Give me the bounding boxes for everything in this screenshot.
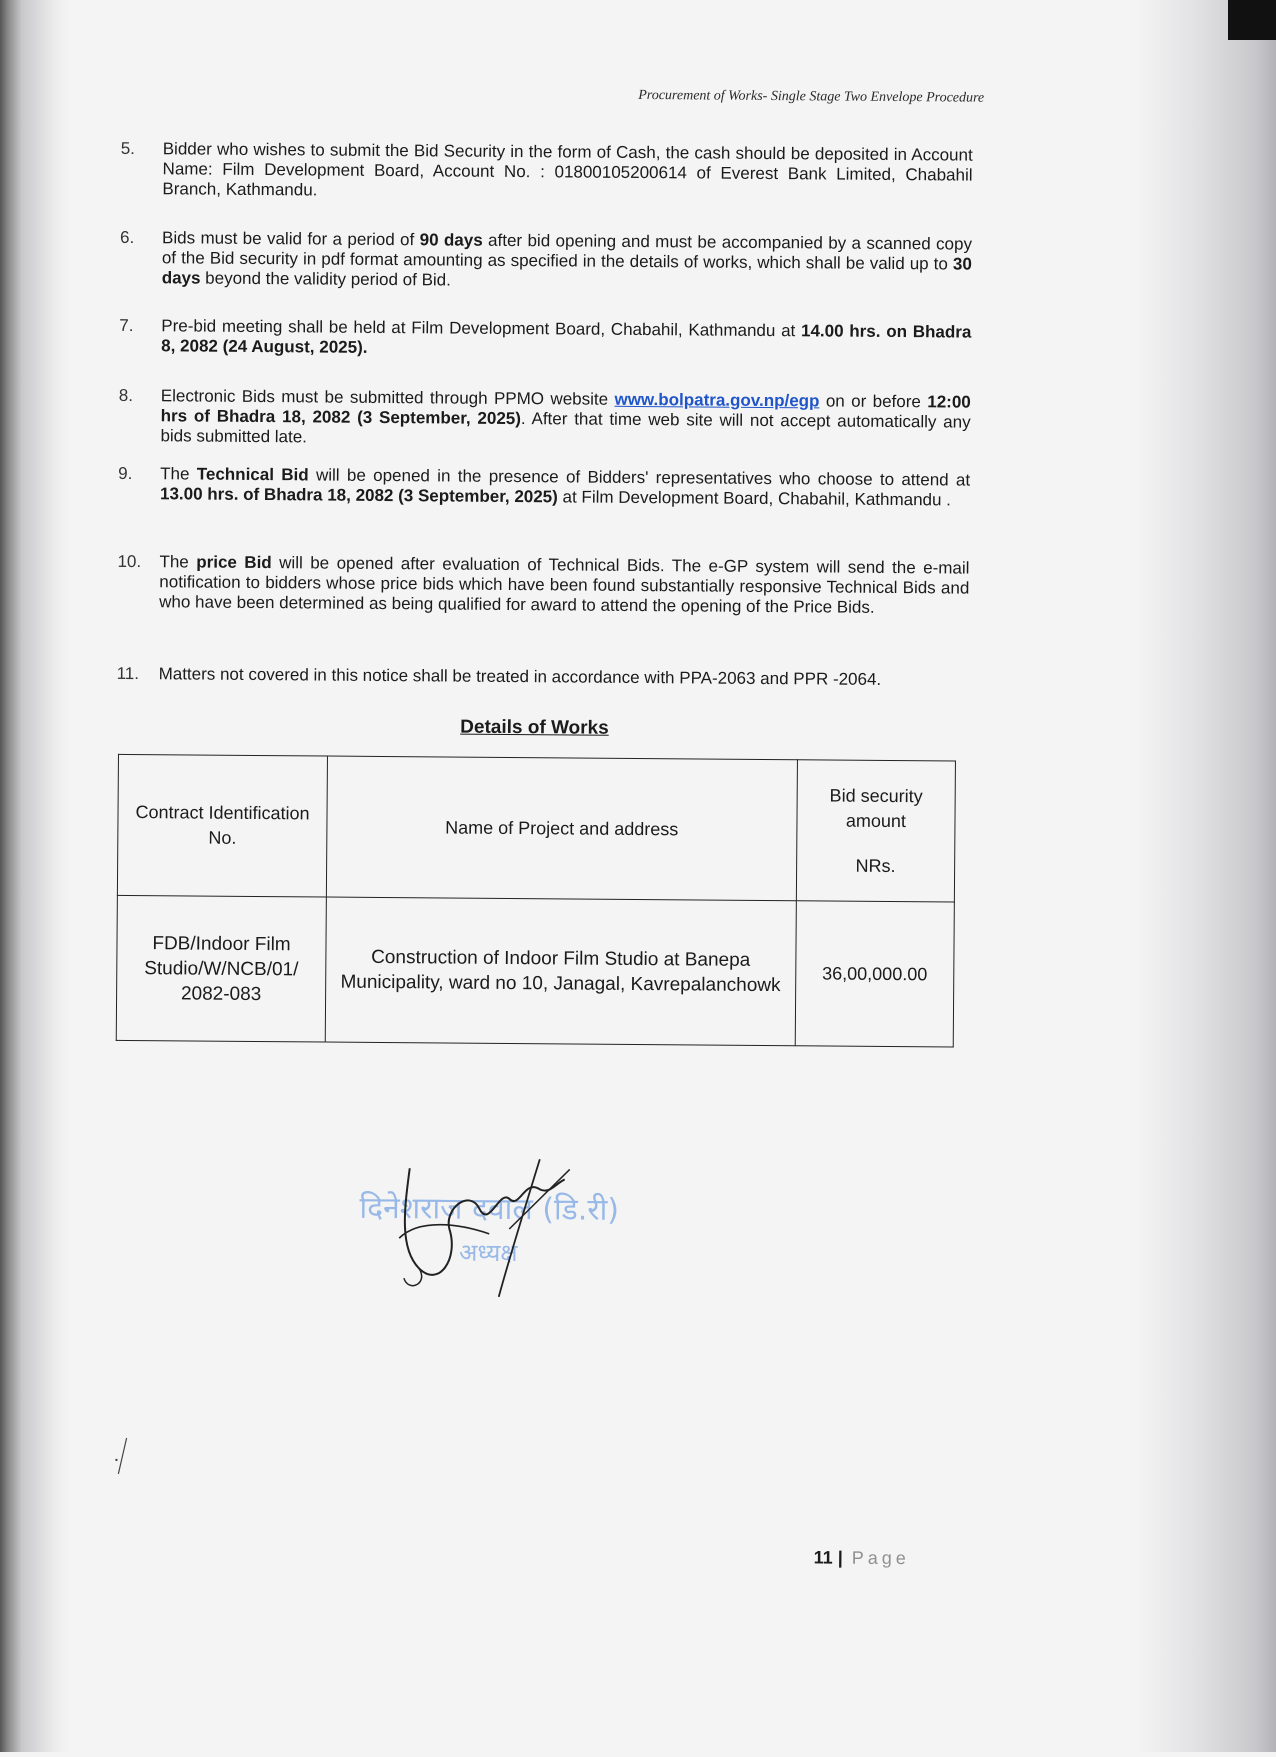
item-text [159,552,969,618]
text-span: will be opened after evaluation of Technical Bids. The e-GP system will send the e-mail notification to bidders whose price bids which have been found substantially responsive Technical Bids and who have been determined as being qualified for award to attend the opening of the Price Bids. [159,553,970,617]
text-span: Bids must be valid for a period of [161,228,420,250]
page-label: Page [851,1547,910,1569]
text-span: on or before [819,391,928,412]
stamp-name-text: दिनेशराज दवाल (डि.री) [359,1190,620,1228]
text-span: will be opened in the presence of Bidders' representatives who choose to attend at [308,465,971,490]
text-span: Pre-bid meeting shall be held at Film Development Board, Chabahil, Kathmandu at [161,316,802,341]
sn-cell [64,895,118,1040]
list-item-7 [119,316,971,363]
currency-label: NRs. [855,855,896,876]
item-text [160,464,970,510]
item-text: Bidder who wishes to submit the Bid Security in the form of Cash, the cash should be deposited in Account Name: Film Development Board, Account No. : 01800105200614 of Everest Bank Limited, Chabahil Branch, Kathmandu. [162,139,973,200]
signature-stroke [499,1159,540,1297]
text-span: The [160,464,197,484]
bold-span: Technical Bid [196,464,309,485]
text-span: . After that time web site will not accept automatically any bids submitted late. [160,409,971,447]
item-number: 9. [118,463,133,484]
item-text [161,316,971,362]
signature-stamp-graphic [349,1148,640,1300]
item-number: 10. [117,551,142,572]
item-number: 8. [118,385,134,406]
bold-span: 12:00 hrs of Bhadra 18, 2082 (3 September, 2025) [160,392,971,429]
bold-span: 14.00 hrs. on Bhadra 8, 2082 (24 August, 2025). [161,321,972,357]
bold-span: price Bid [196,552,272,573]
text-span: beyond the validity period of Bid. [200,268,451,290]
list-item-8 [118,386,970,453]
project-header: Name of Project and address [326,756,797,901]
item-number: 6. [119,227,135,248]
table-row [64,895,955,1047]
bold-span: 30 days [161,254,972,288]
running-header: Procurement of Works- Single Stage Two Envelope Procedure [638,87,985,106]
bold-span: 90 days [419,230,483,250]
text-span: after bid opening and must be accompanied by a scanned copy of the Bid security in pdf format amounting as specified in the details of works, which shall be valid up to [161,230,973,274]
bid-security-label: Bid security amount [829,784,923,831]
stamp-title-text: अध्यक्ष [458,1238,518,1268]
list-item-9 [118,464,970,511]
text-span: The [159,552,197,572]
bold-span: 13.00 hrs. of Bhadra 18, 2082 (3 September, 2025) [159,484,558,507]
page-number: 11 [813,1547,833,1568]
list-item-6 [120,228,972,295]
item-number: 7. [119,315,134,336]
project-cell: Construction of Indoor Film Studio at Banepa Municipality, ward no 10, Janagal, Kavrepalanchowk [325,897,796,1046]
item-text [162,228,972,294]
list-item-10 [117,552,969,619]
bid-security-header [796,760,955,902]
sn-header-cell [65,754,119,895]
page-footer [814,1547,910,1569]
text-span: Electronic Bids must be submitted through PPMO website [160,386,615,409]
details-table [64,753,956,1047]
table-header-row [65,754,956,902]
item-text [160,386,970,452]
signature-stroke [404,1268,422,1286]
website-link[interactable]: www.bolpatra.gov.np/egp [614,389,820,411]
contract-id-cell: FDB/Indoor Film Studio/W/NCB/01/ 2082-083 [117,895,327,1042]
signature-stamp [349,1148,640,1300]
page-separator: | [837,1547,843,1568]
list-item-11 [117,664,969,691]
item-number: 5. [120,138,136,159]
stray-pen-mark [112,1436,132,1476]
item-number: 11. [116,663,140,684]
details-heading: Details of Works [460,716,609,739]
item-text: Matters not covered in this notice shall be treated in accordance with PPA-2063 and PPR -2064. [158,664,882,689]
contract-id-header: Contract Identification No. [118,754,327,897]
bid-security-cell: 36,00,000.00 [795,901,954,1047]
list-item-5 [120,139,972,206]
text-span: at Film Development Board, Chabahil, Kathmandu . [557,487,952,510]
